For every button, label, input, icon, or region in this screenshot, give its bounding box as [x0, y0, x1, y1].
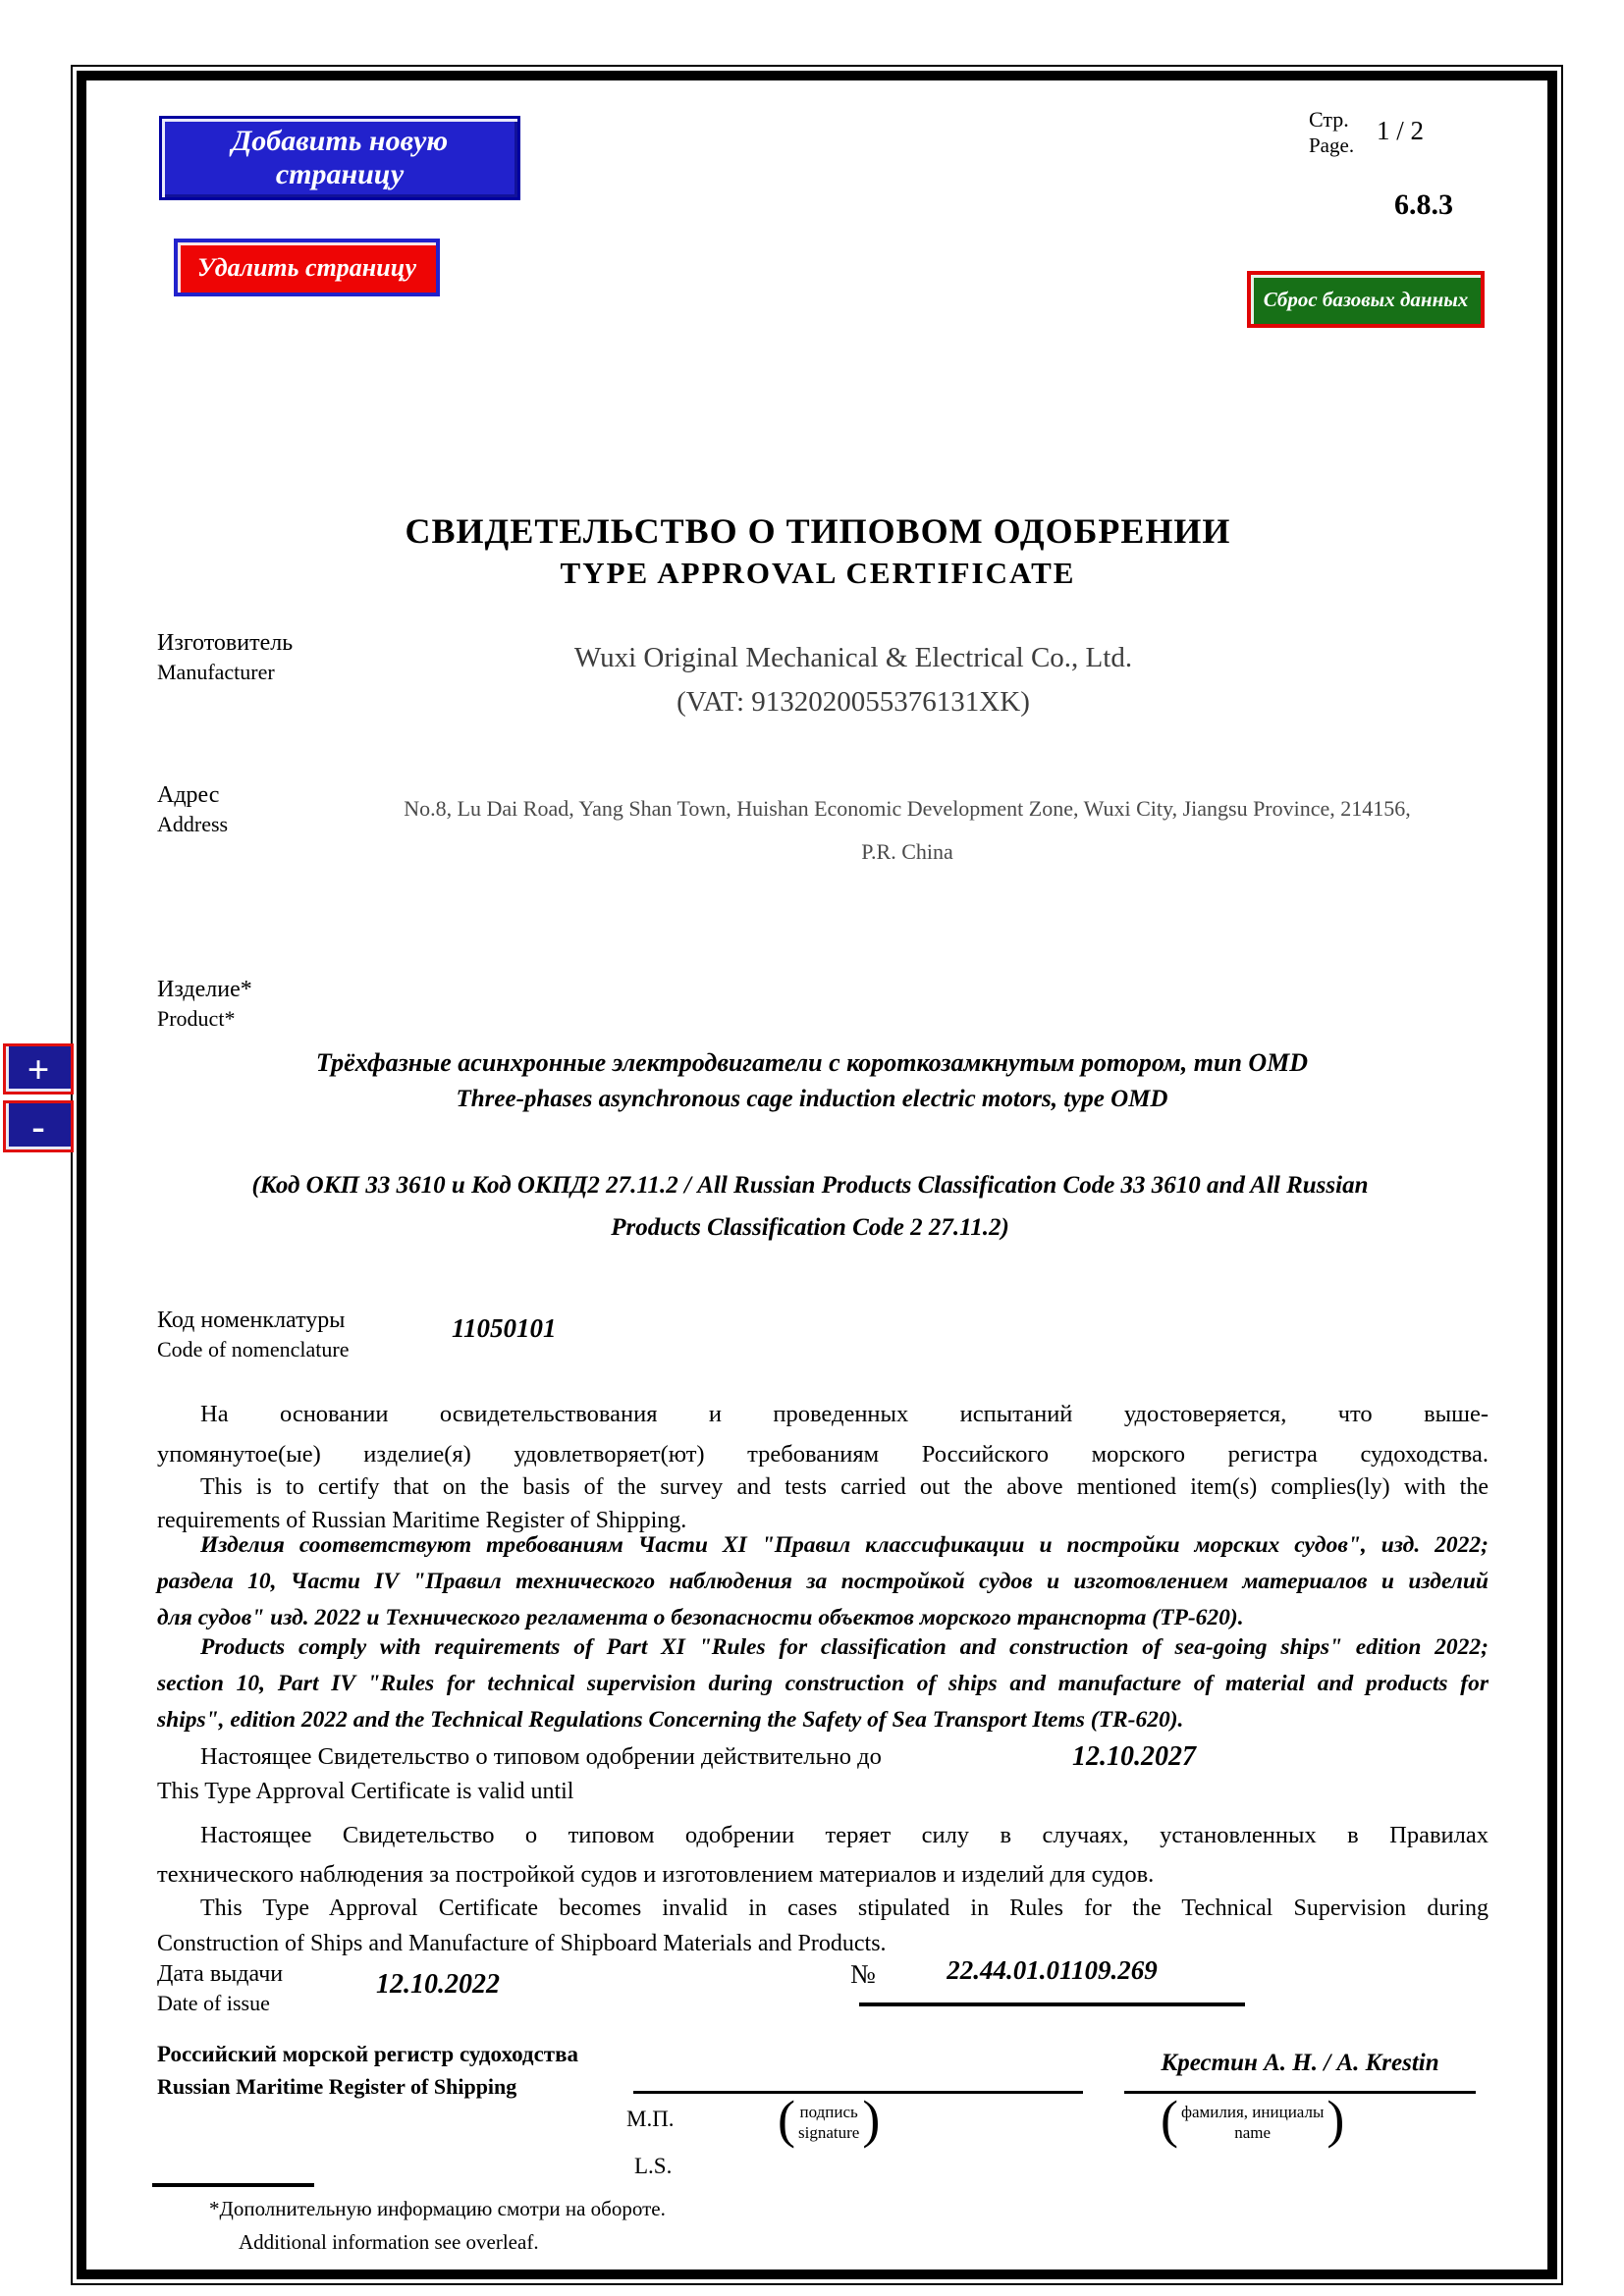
close-paren: ) — [1326, 2090, 1345, 2149]
comply-paragraph-en — [157, 1629, 1489, 1738]
form-code: 6.8.3 — [1394, 188, 1453, 221]
certify-paragraph-ru — [157, 1394, 1489, 1474]
certificate-number-sign: № — [850, 1959, 876, 1989]
reset-base-data-button[interactable]: Сброс базовых данных — [1247, 271, 1485, 328]
invalid-paragraph-ru — [157, 1816, 1489, 1895]
valid-until-text-en: This Type Approval Certificate is valid until — [157, 1779, 574, 1804]
text-line: раздела 10, Части IV "Правил технического наблюдения за постройкой судов и изготовлением материалов и изделий — [157, 1569, 1489, 1594]
date-of-issue-label-en: Date of issue — [157, 1991, 270, 2015]
nomenclature-label — [157, 1306, 350, 1364]
address-label-ru: Адрес — [157, 782, 220, 808]
text-line: Wuxi Original Mechanical & Electrical Co., Ltd. — [573, 642, 1133, 673]
text-line: (VAT: 9132020055376131XK) — [677, 686, 1030, 718]
footnote-ru: *Дополнительную информацию смотри на обороте. — [209, 2197, 666, 2220]
product-label-en: Product* — [157, 1006, 236, 1031]
signature-hint — [778, 2090, 881, 2152]
text-line: This Type Approval Certificate becomes invalid in cases stipulated in Rules for the Technical Supervision during — [200, 1896, 1489, 1921]
name-hint-en: name — [1234, 2123, 1272, 2142]
nomenclature-code: 11050101 — [452, 1313, 557, 1343]
invalid-paragraph-en — [157, 1891, 1489, 1961]
page-counter-label — [1309, 106, 1354, 159]
organization-name-ru: Российский морской регистр судоходства — [157, 2042, 578, 2066]
name-hint — [1161, 2090, 1345, 2152]
plus-button[interactable]: + — [3, 1043, 74, 1095]
text-line: для судов" изд. 2022 и Технического регламента о безопасности объектов морского транспорта (ТР-620). — [157, 1605, 1244, 1630]
comply-paragraph-ru — [157, 1527, 1489, 1636]
manufacturer-label-ru: Изготовитель — [157, 630, 294, 656]
product-name-ru: Трёхфазные асинхронные электродвигатели с короткозамкнутым ротором, тип OMD — [315, 1048, 1309, 1077]
date-of-issue-label — [157, 1959, 283, 2018]
product-label — [157, 975, 252, 1034]
nomenclature-label-en: Code of nomenclature — [157, 1337, 350, 1362]
signer-name: Крестин А. Н. / A. Krestin — [1161, 2050, 1439, 2076]
certificate-number-underline — [859, 2002, 1245, 2006]
text-line: requirements of Russian Maritime Register of Shipping. — [157, 1508, 687, 1533]
text-line: упомянутое(ые) изделие(я) удовлетворяет(ют) требованиям Российского морского регистра судоходства. — [157, 1441, 1489, 1468]
address-label — [157, 780, 228, 839]
manufacturer-label — [157, 628, 293, 687]
certificate-number-value: 22.44.01.01109.269 — [947, 1955, 1158, 1985]
seal-mark-en: L.S. — [634, 2154, 673, 2178]
open-paren: ( — [1161, 2090, 1178, 2149]
certificate-title-ru: СВИДЕТЕЛЬСТВО О ТИПОВОМ ОДОБРЕНИИ — [405, 511, 1231, 551]
text-line: P.R. China — [861, 839, 953, 864]
signature-hint-en: signature — [797, 2123, 860, 2142]
text-line: section 10, Part IV "Rules for technical supervision during construction of ships and manufacture of material and products for — [157, 1671, 1489, 1696]
product-classification-codes — [157, 1164, 1463, 1249]
text-line: Изделия соответствуют требованиям Части XI "Правил классификации и постройки морских судов", изд. 2022; — [200, 1532, 1489, 1558]
text-line: (Код ОКП 33 3610 и Код ОКПД2 27.11.2 / All Russian Products Classification Code 33 3610 and All Russian — [251, 1172, 1369, 1199]
address-label-en: Address — [157, 812, 229, 836]
close-paren: ) — [862, 2090, 881, 2149]
date-of-issue-label-ru: Дата выдачи — [157, 1961, 284, 1987]
valid-until-text-ru: Настоящее Свидетельство о типовом одобрении действительно до — [200, 1743, 882, 1770]
delete-page-button[interactable]: Удалить страницу — [174, 239, 440, 296]
page-counter-label-en: Page. — [1309, 133, 1355, 157]
text-line: Products comply with requirements of Part XI "Rules for classification and construction of sea-going ships" edition 2022; — [200, 1634, 1489, 1660]
text-line: Настоящее Свидетельство о типовом одобрении теряет силу в случаях, установленных в Правилах — [200, 1822, 1489, 1848]
date-of-issue-value: 12.10.2022 — [376, 1969, 500, 2000]
text-line: This is to certify that on the basis of the survey and tests carried out the above mentioned item(s) complies(ly) with the — [200, 1474, 1489, 1500]
address-value — [295, 787, 1520, 874]
nomenclature-label-ru: Код номенклатуры — [157, 1308, 346, 1333]
text-line: No.8, Lu Dai Road, Yang Shan Town, Huishan Economic Development Zone, Wuxi City, Jiangsu Province, 214156, — [404, 796, 1411, 821]
product-name-en: Three-phases asynchronous cage induction electric motors, type OMD — [456, 1086, 1168, 1112]
page-counter-label-ru: Стр. — [1309, 107, 1349, 132]
manufacturer-value — [332, 636, 1375, 724]
text-line: Construction of Ships and Manufacture of Shipboard Materials and Products. — [157, 1931, 887, 1956]
footnote-rule — [152, 2183, 314, 2187]
certificate-title-en: TYPE APPROVAL CERTIFICATE — [560, 556, 1076, 590]
signature-hint-ru: подпись — [799, 2103, 858, 2121]
organization-name-en: Russian Maritime Register of Shipping — [157, 2074, 517, 2099]
text-line: Products Classification Code 2 27.11.2) — [611, 1214, 1009, 1241]
text-line: На основании освидетельствования и проведенных испытаний удостоверяется, что выше- — [200, 1401, 1489, 1427]
open-paren: ( — [778, 2090, 795, 2149]
footnote-en: Additional information see overleaf. — [239, 2230, 539, 2254]
seal-mark-ru: М.П. — [626, 2107, 675, 2131]
page-counter-value: 1 / 2 — [1377, 116, 1425, 145]
minus-button[interactable]: - — [3, 1100, 74, 1152]
text-line: ships", edition 2022 and the Technical Regulations Concerning the Safety of Sea Transport Items (TR-620). — [157, 1707, 1184, 1733]
valid-until-date: 12.10.2027 — [1072, 1741, 1196, 1772]
name-hint-ru: фамилия, инициалы — [1180, 2103, 1325, 2121]
text-line: технического наблюдения за постройкой судов и изготовлением материалов и изделий для судов. — [157, 1861, 1155, 1888]
product-label-ru: Изделие* — [157, 977, 252, 1002]
add-page-button[interactable]: Добавить новую страницу — [159, 116, 520, 200]
manufacturer-label-en: Manufacturer — [157, 660, 275, 684]
